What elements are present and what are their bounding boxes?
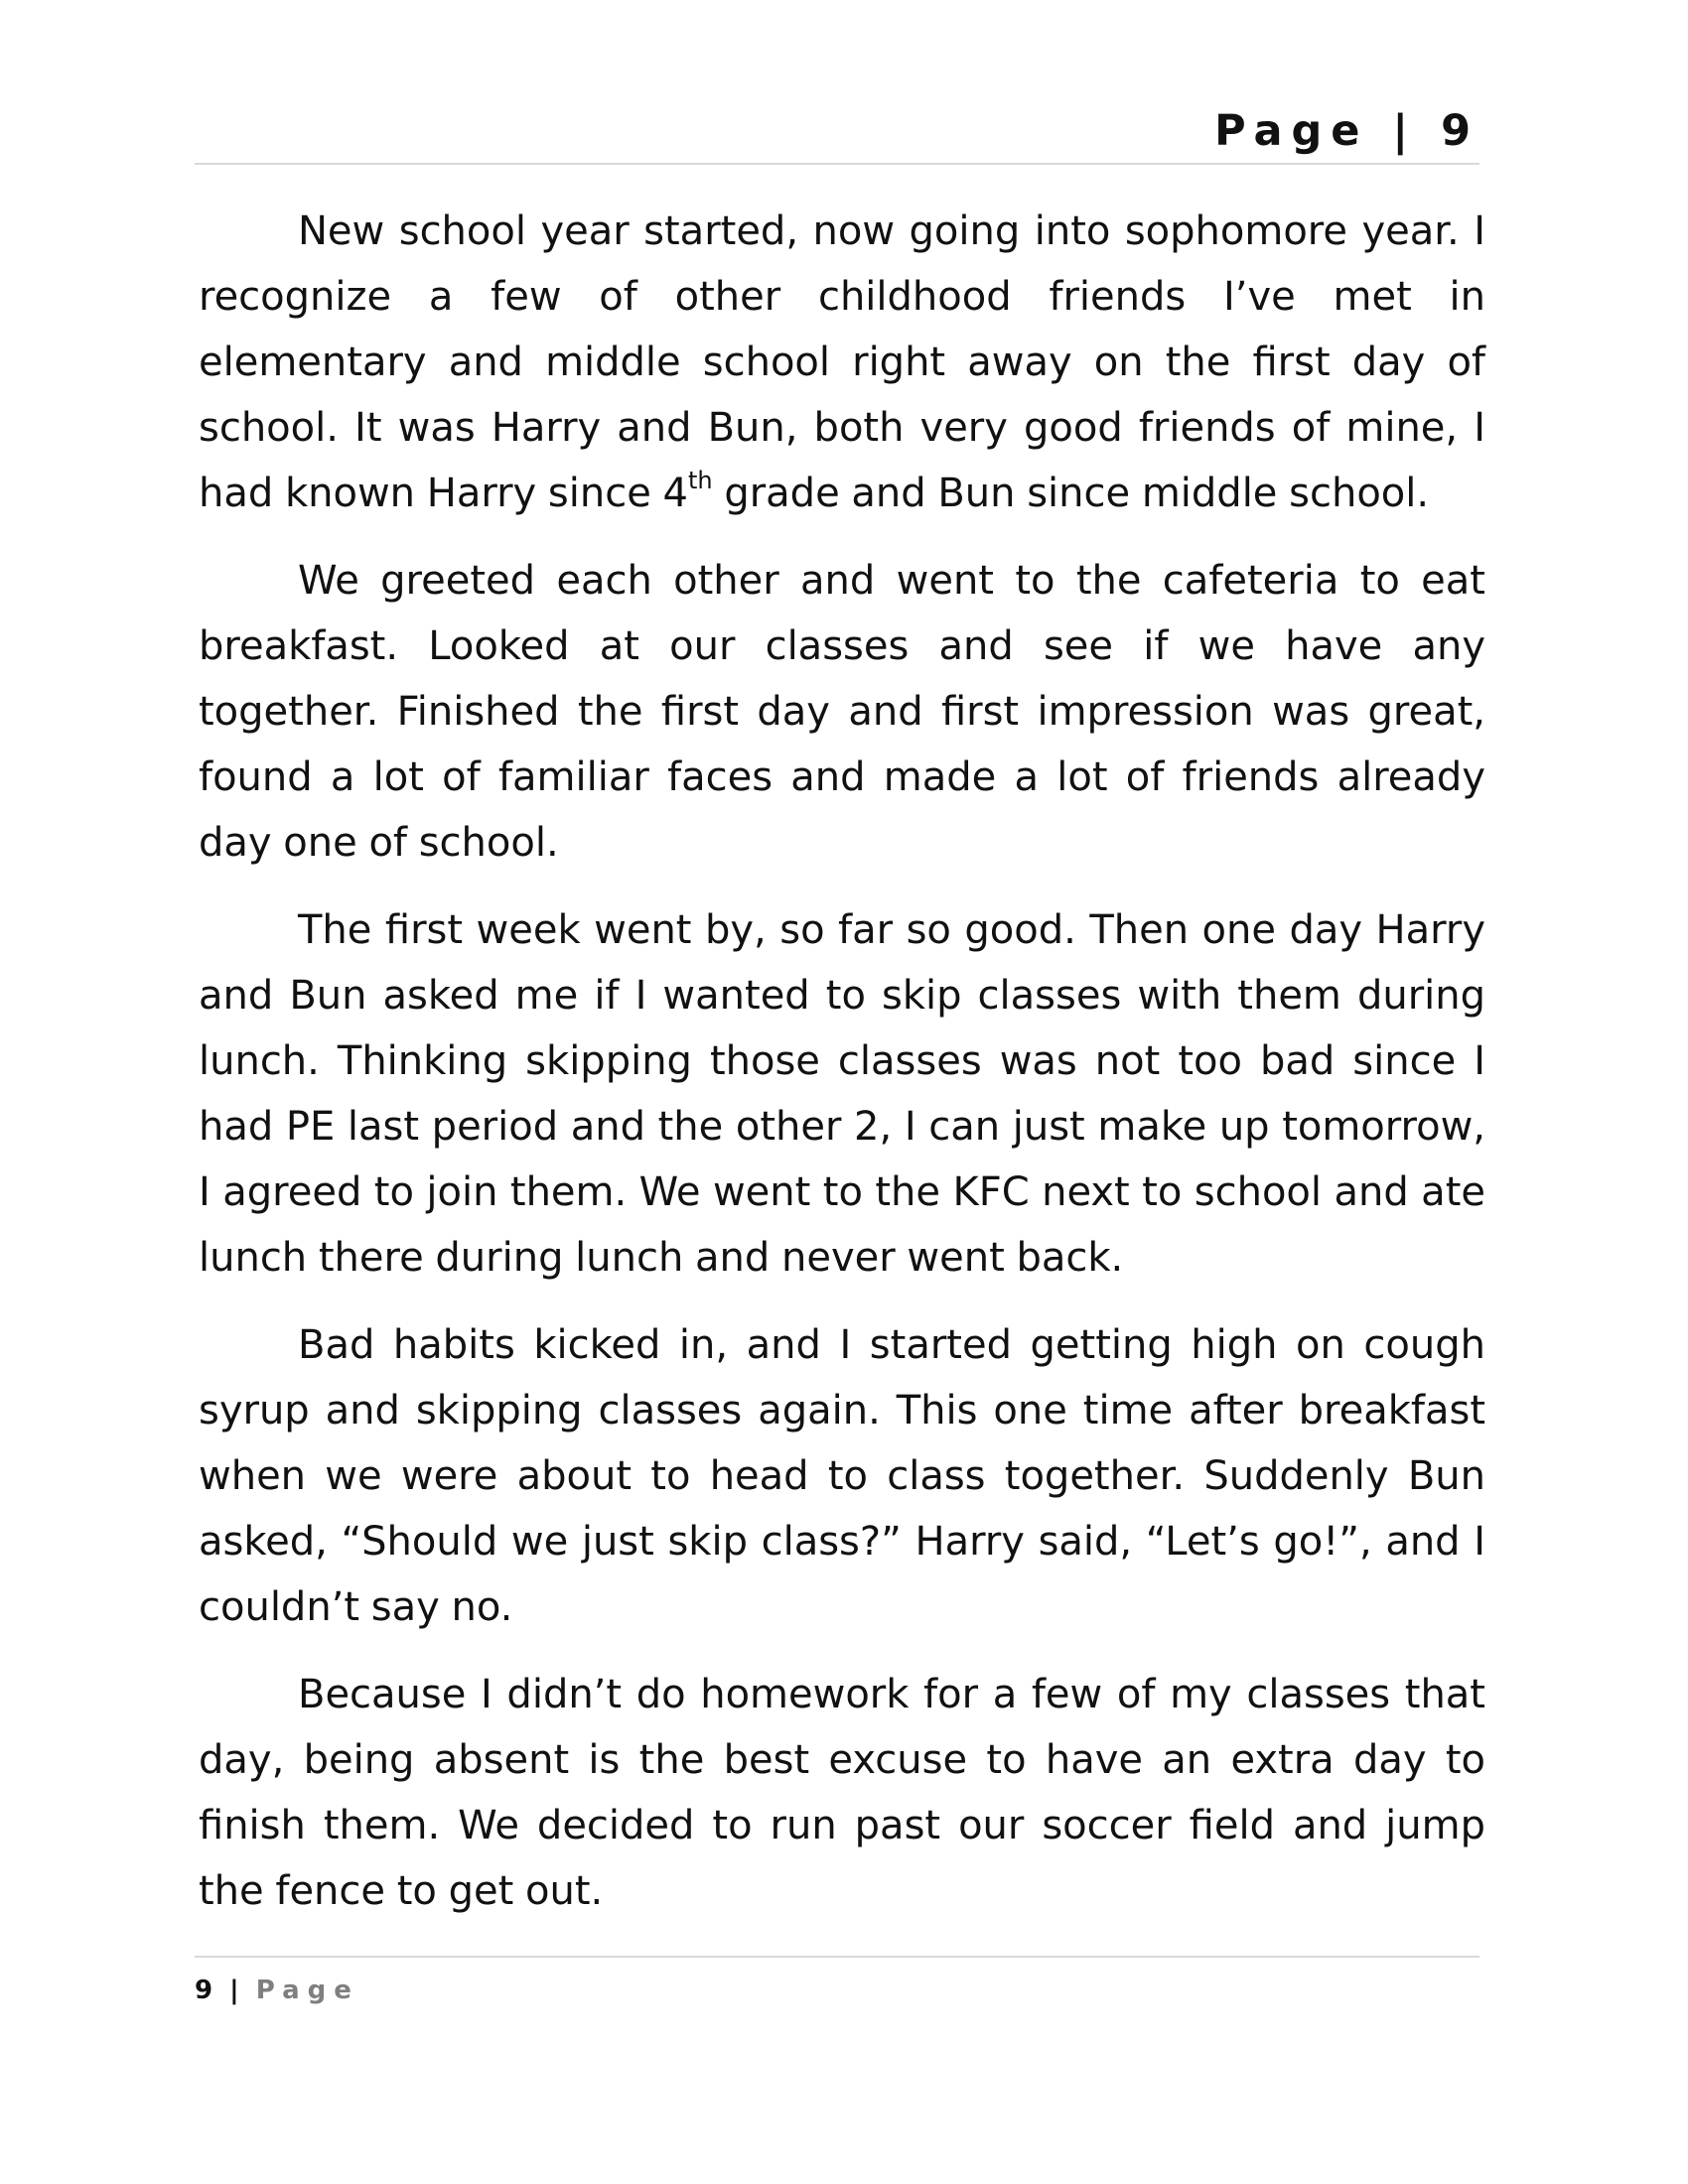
paragraph-1-text-end: grade and Bun since middle school.: [712, 471, 1430, 516]
page-header: [195, 101, 1479, 165]
document-body: [199, 199, 1485, 1946]
ordinal-superscript: th: [687, 467, 713, 494]
footer-label: Page: [255, 1976, 359, 2005]
paragraph-5: Because I didn’t do homework for a few of my classes that day, being absent is the best excuse to have an extra day to finish them. We decided to run past our soccer field and jump the fence to get out.: [199, 1672, 1485, 1914]
paragraph-2: We greeted each other and went to the cafeteria to eat breakfast. Looked at our classes and see if we have any together. Finished the first day and first impression was great, found a lot of familiar faces and made a lot of friends already day one of school.: [199, 558, 1485, 866]
paragraph-4: Bad habits kicked in, and I started getting high on cough syrup and skipping classes again. This one time after breakfast when we were about to head to class together. Suddenly Bun asked, “Should we just skip class?” Harry said, “Let’s go!”, and I couldn’t say no.: [199, 1322, 1485, 1630]
footer-page-number: 9: [195, 1976, 217, 2005]
paragraph-3: The first week went by, so far so good. Then one day Harry and Bun asked me if I wanted to skip classes with them during lunch. Thinking skipping those classes was not too bad since I had PE last period and the other 2, I can just make up tomorrow, I agreed to join them. We went to the KFC next to school and ate lunch there during lunch and never went back.: [199, 907, 1485, 1281]
header-page-label: Page | 9: [1214, 106, 1479, 156]
footer-page-label: [195, 1976, 359, 2005]
page-footer: [195, 1956, 1479, 2005]
paragraph-1: [199, 199, 1485, 526]
footer-separator: |: [229, 1976, 243, 2005]
paragraph-1-text: New school year started, now going into sophomore year. I recognize a few of other childhood friends I’ve met in elementary and middle school right away on the first day of school. It was Harry and Bun, both very good friends of mine, I had known Harry since 4: [199, 208, 1485, 516]
